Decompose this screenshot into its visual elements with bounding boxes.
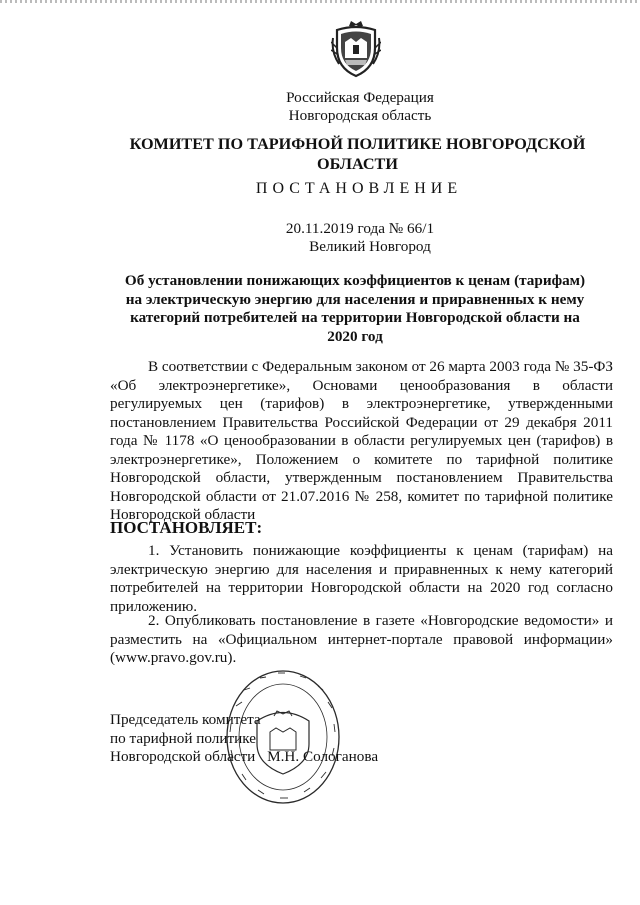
region-country-line: Российская Федерация bbox=[286, 89, 434, 106]
signature-region: Новгородской области bbox=[110, 748, 256, 765]
item-2-text: 2. Опубликовать постановление в газете «Новгородские ведомости» и разместить на «Официальном интернет-портале правовой информации» (www.pravo.gov.ru). bbox=[110, 612, 613, 666]
committee-title: КОМИТЕТ ПО ТАРИФНОЙ ПОЛИТИКЕ НОВГОРОДСКОЙ ОБЛАСТИ bbox=[129, 135, 586, 173]
region-oblast-line: Новгородская область bbox=[288, 107, 432, 124]
signature-position-line1: Председатель комитета bbox=[110, 711, 261, 728]
preamble-paragraph bbox=[110, 358, 613, 525]
list-item bbox=[110, 612, 613, 668]
decree-word: ПОСТАНОВЛЯЕТ: bbox=[110, 518, 263, 537]
signatory-name: М.Н. Сологанова bbox=[267, 748, 379, 765]
scan-edge-artifact bbox=[0, 0, 640, 3]
item-1-text: 1. Установить понижающие коэффициенты к ценам (тарифам) на электрическую энергию для населения и приравненных к нему категорий потребителей на территории Новгородской области на 2020 год согласно приложению. bbox=[110, 542, 613, 615]
signature-position-line2: по тарифной политике bbox=[110, 729, 257, 747]
issue-city: Великий Новгород bbox=[309, 238, 431, 255]
signature-block bbox=[110, 711, 378, 767]
date-and-number: 20.11.2019 года № 66/1 bbox=[285, 220, 435, 237]
preamble-text: В соответствии с Федеральным законом от 26 марта 2003 года № 35-ФЗ «Об электроэнергетике», Основами ценообразования в области регулируемых цен (тарифов) в электроэнергетике, утвержденными постановлением Правительства Российской Федерации от 29 декабря 2011 года № 1178 «О ценообразовании в области регулируемых цен (тарифов) в электроэнергетике», Положением о комитете по тарифной политике Новгородской области, утвержденным постановлением Правительства Новгородской области от 21.07.2016 № 258, комитет по тарифной политике Новгородской области bbox=[110, 358, 613, 523]
list-item bbox=[110, 542, 613, 616]
document-subject: Об установлении понижающих коэффициентов к ценам (тарифам) на электрическую энергию для населения и приравненных к нему категорий потребителей на территории Новгородской области на 2020 год bbox=[124, 272, 586, 345]
coat-of-arms-emblem bbox=[331, 18, 381, 80]
signature-position-line3 bbox=[110, 748, 378, 767]
document-type-title: ПОСТАНОВЛЕНИЕ bbox=[255, 180, 463, 197]
